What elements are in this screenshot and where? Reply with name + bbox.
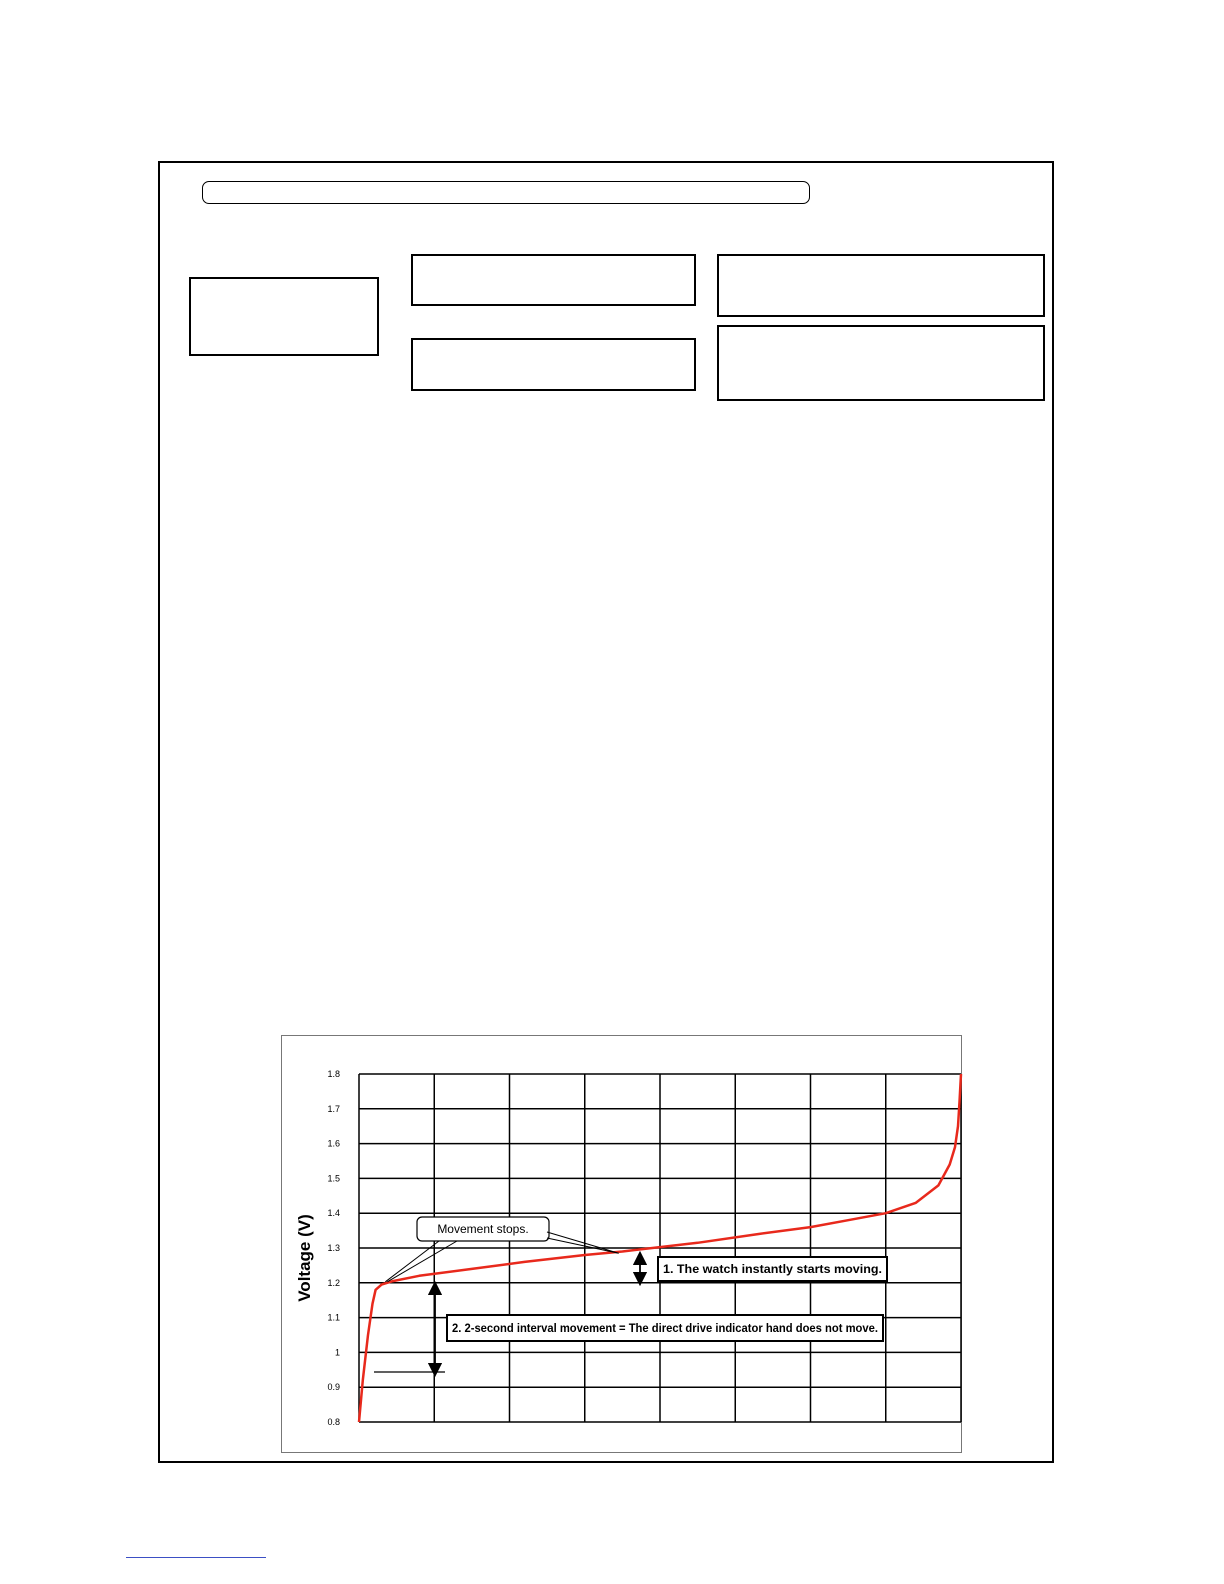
y-tick-label: 1.3 bbox=[327, 1243, 340, 1253]
footer-link-underline bbox=[126, 1557, 266, 1558]
callout-label: Movement stops. bbox=[437, 1222, 529, 1236]
y-tick-label: 0.8 bbox=[327, 1417, 340, 1427]
y-axis-label: Voltage (V) bbox=[295, 1214, 314, 1302]
y-tick-label: 1.6 bbox=[327, 1138, 340, 1149]
info-box-left bbox=[189, 277, 379, 356]
voltage-chart bbox=[282, 1036, 963, 1454]
callout-pointer bbox=[385, 1241, 439, 1282]
title-bar bbox=[202, 181, 810, 204]
info-box-right-bottom bbox=[717, 325, 1045, 401]
y-tick-label: 1.4 bbox=[327, 1208, 340, 1219]
callout-pointer bbox=[547, 1238, 619, 1253]
info-box-middle-top bbox=[411, 254, 696, 306]
y-tick-label: 1.2 bbox=[327, 1277, 340, 1288]
y-tick-label: 1.8 bbox=[327, 1069, 340, 1079]
y-tick-label: 1 bbox=[334, 1347, 340, 1358]
info-box-right-top bbox=[717, 254, 1045, 317]
y-tick-label: 1.1 bbox=[327, 1312, 340, 1323]
chart-frame bbox=[281, 1035, 962, 1453]
y-tick-label: 1.5 bbox=[327, 1173, 340, 1184]
annotation-label-1: 1. The watch instantly starts moving. bbox=[663, 1262, 882, 1276]
callout-pointer bbox=[547, 1232, 619, 1253]
annotation-label-2: 2. 2-second interval movement = The direct drive indicator hand does not move. bbox=[452, 1321, 878, 1335]
y-tick-label: 1.7 bbox=[327, 1103, 340, 1114]
y-tick-label: 0.9 bbox=[327, 1382, 340, 1393]
info-box-middle-bottom bbox=[411, 338, 696, 391]
